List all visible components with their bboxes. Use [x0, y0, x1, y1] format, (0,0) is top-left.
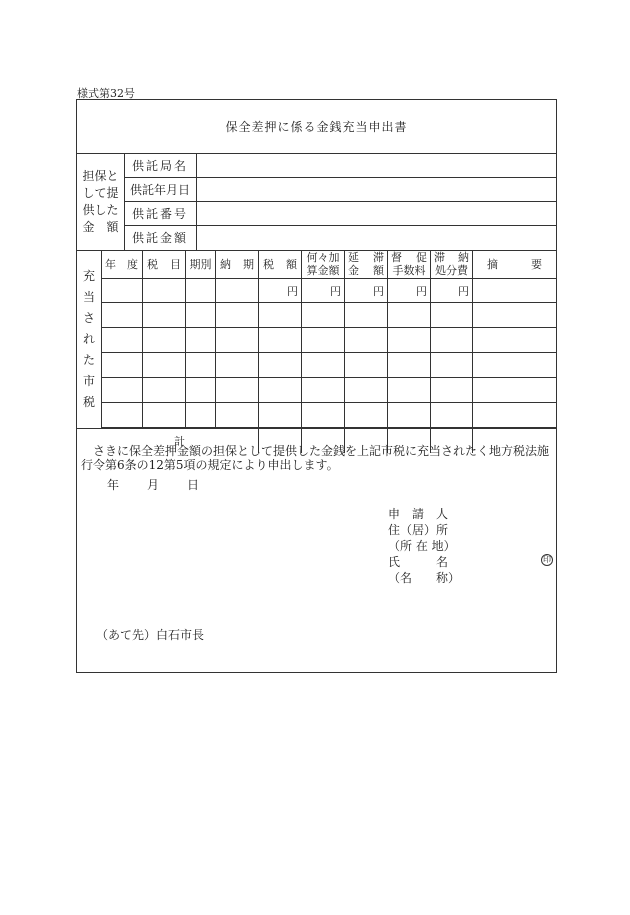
statement-section [77, 428, 556, 672]
demand-fee-cell[interactable] [388, 328, 431, 352]
delinquency-cell[interactable] [345, 378, 388, 402]
period-type-cell[interactable] [186, 378, 216, 402]
total-label: 計 [101, 428, 259, 453]
demand-fee-cell[interactable] [388, 353, 431, 377]
year-cell[interactable] [101, 403, 143, 427]
delinquency-cell[interactable] [345, 353, 388, 377]
security-label-line: 供した [82, 202, 119, 217]
demand-fee-cell[interactable] [388, 378, 431, 402]
additional-amount-cell[interactable] [302, 403, 345, 427]
side-label-char: 当 [82, 289, 95, 304]
tax-table-side-label [77, 250, 102, 428]
header-year: 年 度 [101, 250, 143, 278]
date-day: 日 [187, 478, 200, 492]
delinquency-cell[interactable] [345, 403, 388, 427]
tax-item-cell[interactable] [143, 303, 186, 327]
table-row [101, 279, 556, 303]
period-type-cell[interactable] [186, 303, 216, 327]
tax-amount-cell[interactable] [259, 378, 302, 402]
due-date-cell[interactable] [216, 328, 259, 352]
additional-amount-cell[interactable]: 円 [302, 279, 345, 302]
delinquency-cell[interactable] [345, 328, 388, 352]
seal-mark: 印 [543, 555, 551, 564]
disposition-cost-cell[interactable]: 円 [431, 279, 473, 302]
due-date-cell[interactable] [216, 403, 259, 427]
table-row [101, 303, 556, 328]
deposit-office-label: 供託局名 [124, 153, 197, 177]
form-number: 様式第32号 [77, 87, 135, 100]
deposit-office-row [124, 153, 556, 178]
applicant-title: 申 請 人 [388, 507, 449, 521]
disposition-cost-cell[interactable] [431, 403, 473, 427]
tax-amount-cell[interactable] [259, 303, 302, 327]
delinquency-cell[interactable] [345, 303, 388, 327]
additional-amount-cell[interactable] [302, 303, 345, 327]
period-type-cell[interactable] [186, 279, 216, 302]
header-due-date: 納 期 [216, 250, 259, 278]
demand-fee-cell[interactable] [388, 303, 431, 327]
additional-amount-cell[interactable] [302, 353, 345, 377]
due-date-cell[interactable] [216, 378, 259, 402]
remarks-cell[interactable] [473, 378, 556, 402]
tax-item-cell[interactable] [143, 353, 186, 377]
security-label-line: して提 [82, 185, 119, 200]
year-cell[interactable] [101, 303, 143, 327]
remarks-cell[interactable] [473, 328, 556, 352]
side-label-char: 税 [82, 394, 95, 409]
deposit-date-label: 供託年月日 [124, 177, 197, 201]
header-tax-item: 税 目 [143, 250, 186, 278]
header-remarks: 摘 要 [487, 257, 542, 271]
tax-item-cell[interactable] [143, 378, 186, 402]
year-cell[interactable] [101, 353, 143, 377]
header-demand-fee: 督 促 手数料 [388, 250, 431, 278]
table-row [101, 378, 556, 403]
table-row [101, 328, 556, 353]
side-label-char: た [82, 352, 95, 367]
demand-fee-cell[interactable] [388, 403, 431, 427]
deposit-amount-label: 供託金額 [124, 225, 197, 250]
applicant-name-label: 氏 名 印 [388, 555, 551, 569]
tax-item-cell[interactable] [143, 328, 186, 352]
disposition-cost-cell[interactable] [431, 378, 473, 402]
security-label-line: 担保と [82, 168, 119, 183]
applicant-address-label: 住（居）所 [388, 523, 449, 537]
period-type-cell[interactable] [186, 403, 216, 427]
tax-amount-cell[interactable]: 円 [259, 279, 302, 302]
application-form [76, 99, 557, 673]
disposition-cost-cell[interactable] [431, 328, 473, 352]
header-additional-amount: 何々加 算金額 [302, 250, 345, 278]
table-row [101, 353, 556, 378]
deposit-date-field[interactable] [197, 177, 556, 201]
date-month: 月 [147, 478, 160, 492]
due-date-cell[interactable] [216, 279, 259, 302]
security-section [77, 153, 556, 251]
remarks-cell[interactable] [473, 279, 556, 302]
tax-amount-cell[interactable] [259, 353, 302, 377]
side-label-char: 市 [82, 373, 95, 388]
disposition-cost-cell[interactable] [431, 303, 473, 327]
tax-item-cell[interactable] [143, 403, 186, 427]
tax-table [77, 250, 556, 448]
remarks-cell[interactable] [473, 303, 556, 327]
date-line [107, 476, 199, 493]
year-cell[interactable] [101, 279, 143, 302]
due-date-cell[interactable] [216, 353, 259, 377]
tax-grid [101, 250, 556, 448]
deposit-number-row [124, 201, 556, 226]
header-tax-amount: 税 額 [259, 250, 302, 278]
addressee: （あて先）白石市長 [96, 628, 205, 642]
form-title: 保全差押に係る金銭充当申出書 [77, 100, 556, 154]
tax-item-cell[interactable] [143, 279, 186, 302]
statement-text: さきに保全差押金額の担保として提供した金銭を上記市税に充当されたく地方税法施行令第6条の12第5項の規定により申出します。 [81, 444, 550, 472]
security-label [77, 153, 125, 250]
applicant-block [388, 506, 553, 586]
side-label-char: 充 [82, 268, 95, 283]
applicant-corp-name-label: （名 称） [388, 571, 461, 585]
year-cell[interactable] [101, 378, 143, 402]
period-type-cell[interactable] [186, 353, 216, 377]
side-label-char: れ [82, 331, 95, 346]
header-disposition-cost: 滞 納 処分費 [431, 250, 473, 278]
deposit-amount-row [124, 225, 556, 250]
deposit-number-label: 供託番号 [124, 201, 197, 225]
demand-fee-cell[interactable]: 円 [388, 279, 431, 302]
applicant-location-label: （所 在 地） [388, 539, 456, 553]
date-year: 年 [107, 478, 120, 492]
period-type-cell[interactable] [186, 328, 216, 352]
disposition-cost-cell[interactable] [431, 353, 473, 377]
header-delinquency: 延 滞 金 額 [345, 250, 388, 278]
deposit-amount-field[interactable] [197, 225, 556, 250]
tax-amount-cell[interactable] [259, 403, 302, 427]
header-period-type: 期別 [186, 250, 216, 278]
deposit-number-field[interactable] [197, 201, 556, 225]
tax-amount-cell[interactable] [259, 328, 302, 352]
side-label-char: さ [82, 310, 95, 325]
security-label-line: 金 額 [82, 219, 119, 234]
deposit-date-row [124, 177, 556, 202]
due-date-cell[interactable] [216, 303, 259, 327]
table-row [101, 403, 556, 428]
deposit-office-field[interactable] [197, 153, 556, 177]
tax-header-row [101, 250, 556, 279]
remarks-cell[interactable] [473, 353, 556, 377]
delinquency-cell[interactable]: 円 [345, 279, 388, 302]
additional-amount-cell[interactable] [302, 378, 345, 402]
remarks-cell[interactable] [473, 403, 556, 427]
year-cell[interactable] [101, 328, 143, 352]
additional-amount-cell[interactable] [302, 328, 345, 352]
